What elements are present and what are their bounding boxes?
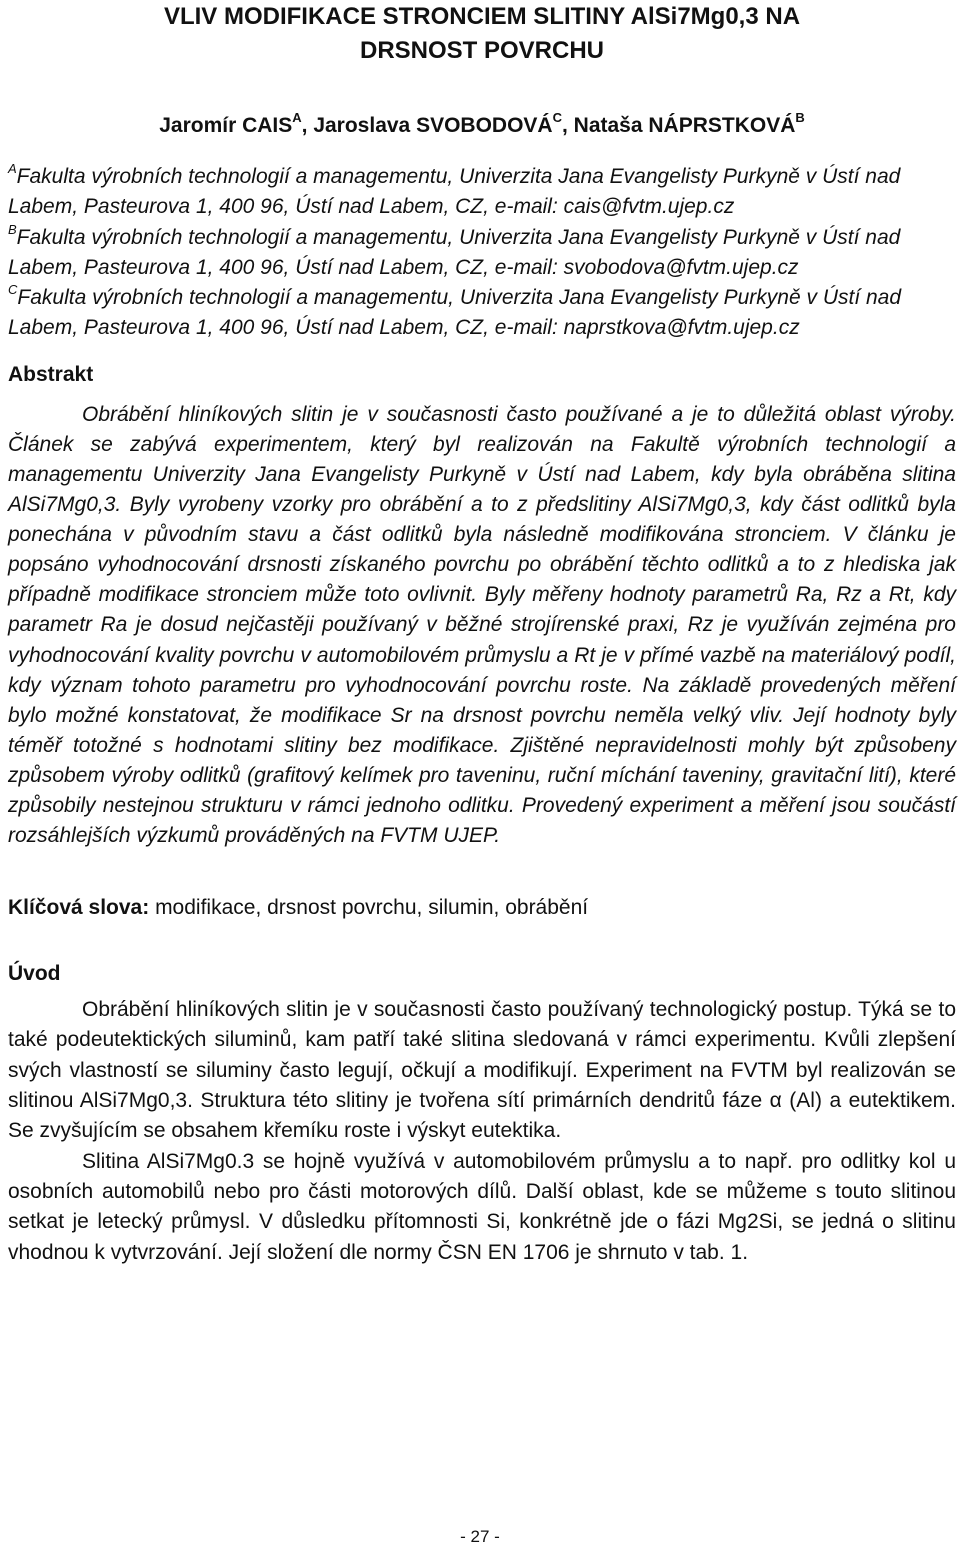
affiliation-text: Fakulta výrobních technologií a managementu, Univerzita Jana Evangelisty Purkyně v Ústí nad Labem, Pasteurova 1, 400 96, Ústí nad Labem, CZ, e-mail: svobodova@fvtm.ujep.cz <box>8 225 901 279</box>
title-line-2: DRSNOST POVRCHU <box>359 37 605 64</box>
document-page <box>8 0 956 1268</box>
paper-title <box>8 0 956 68</box>
intro-paragraph: Slitina AlSi7Mg0.3 se hojně využívá v automobilovém průmyslu a to např. pro odlitky kol u osobních automobilů nebo pro části motorových dílů. Další oblast, kde se můžeme s touto slitinou setkat je letecký průmysl. V důsledku přítomnosti Si, konkrétně jde o fázi Mg2Si, se jedná o slitinu vhodnou k vytvrzování. Její složení dle normy ČSN EN 1706 je shrnuto v tab. 1. <box>8 1149 956 1264</box>
author-affiliation-mark: B <box>795 110 805 125</box>
title-line-1: VLIV MODIFIKACE STRONCIEM SLITINY AlSi7Mg0,3 NA <box>163 3 801 30</box>
author-affiliation-mark: C <box>552 110 562 125</box>
keywords-label: Klíčová slova: <box>8 896 150 920</box>
author-separator: , <box>561 114 574 137</box>
affiliation-item <box>8 162 956 223</box>
author-separator: , <box>301 114 314 137</box>
abstract-heading: Abstrakt <box>8 362 94 386</box>
affiliation-text: Fakulta výrobních technologií a managementu, Univerzita Jana Evangelisty Purkyně v Ústí nad Labem, Pasteurova 1, 400 96, Ústí nad Labem, CZ, e-mail: naprstkova@fvtm.ujep.cz <box>8 286 902 340</box>
intro-heading: Úvod <box>8 962 61 986</box>
affiliation-text: Fakulta výrobních technologií a managementu, Univerzita Jana Evangelisty Purkyně v Ústí nad Labem, Pasteurova 1, 400 96, Ústí nad Labem, CZ, e-mail: cais@fvtm.ujep.cz <box>8 165 901 219</box>
affiliation-item <box>8 223 956 284</box>
abstract-text: Obrábění hliníkových slitin je v současnosti často používané a je to důležitá oblast výroby. Článek se zabývá experimentem, který byl realizován na Fakultě výrobních technologií a managementu Univerzity Jana Evangelisty Purkyně v Ústí nad Labem, kdy byla obráběna slitina AlSi7Mg0,3. Byly vyrobeny vzorky pro obrábění a to z předslitiny AlSi7Mg0,3, kdy část odlitků byla ponechána v původním stavu a část odlitků byla následně modifikována stronciem. V článku je popsáno vyhodnocování drsnosti získaného povrchu po obrábění těchto odlitků a to z hlediska jak případně modifikace stronciem může toto ovlivnit. Byly měřeny hodnoty parametrů Ra, Rz a Rt, kdy parametr Ra je dosud nejčastěji používaný v běžné strojírenské praxi, Rz je využíván zejména pro vyhodnocování kvality povrchu v automobilovém průmyslu a Rt je v přímé vazbě na materiálový podíl, kdy význam tohoto parametru pro vyhodnocování povrchu roste. Na základě provedených měření bylo možné konstatovat, že modifikace Sr na drsnost povrchu neměla velký vliv. Její hodnoty byly téměř totožné s hodnotami slitiny bez modifikace. Zjištěné nepravidelnosti mohly být způsobeny způsobem výroby odlitků (grafitový kelímek pro taveninu, ruční míchání taveniny, gravitační lití), které způsobily nestejnou strukturu v rámci jednoho odlitku. Provedený experiment a měření jsou součástí rozsáhlejších výzkumů prováděných na FVTM UJEP. <box>8 402 956 848</box>
affiliation-mark: A <box>8 161 17 176</box>
author-name: Nataša NÁPRSTKOVÁ <box>573 114 796 137</box>
affiliation-mark: C <box>8 282 18 298</box>
intro-paragraph: Obrábění hliníkových slitin je v současnosti často používaný technologický postup. Týká se to také podeutektických siluminů, kam patří také slitina sledovaná v rámci experimentu. Kvůli zlepšení svých vlastností se siluminy často legují, očkují a modifikují. Experiment na FVTM byl realizován se slitinou AlSi7Mg0,3. Struktura této slitiny je tvořena sítí primárních dendritů fáze α (Al) a eutektikem. Se zvyšujícím se obsahem křemíku roste i výskyt eutektika. <box>8 998 956 1143</box>
keywords-line <box>8 893 956 923</box>
author-name: Jaroslava SVOBODOVÁ <box>313 114 553 137</box>
author-list <box>8 112 956 140</box>
author-affiliation-mark: A <box>292 110 302 125</box>
page-number: - 27 - <box>460 1527 500 1546</box>
author-name: Jaromír CAIS <box>159 114 293 137</box>
affiliation-item <box>8 283 956 344</box>
keywords-text: modifikace, drsnost povrchu, silumin, obrábění <box>149 896 589 920</box>
affiliation-list <box>8 162 956 344</box>
affiliation-mark: B <box>8 221 17 237</box>
